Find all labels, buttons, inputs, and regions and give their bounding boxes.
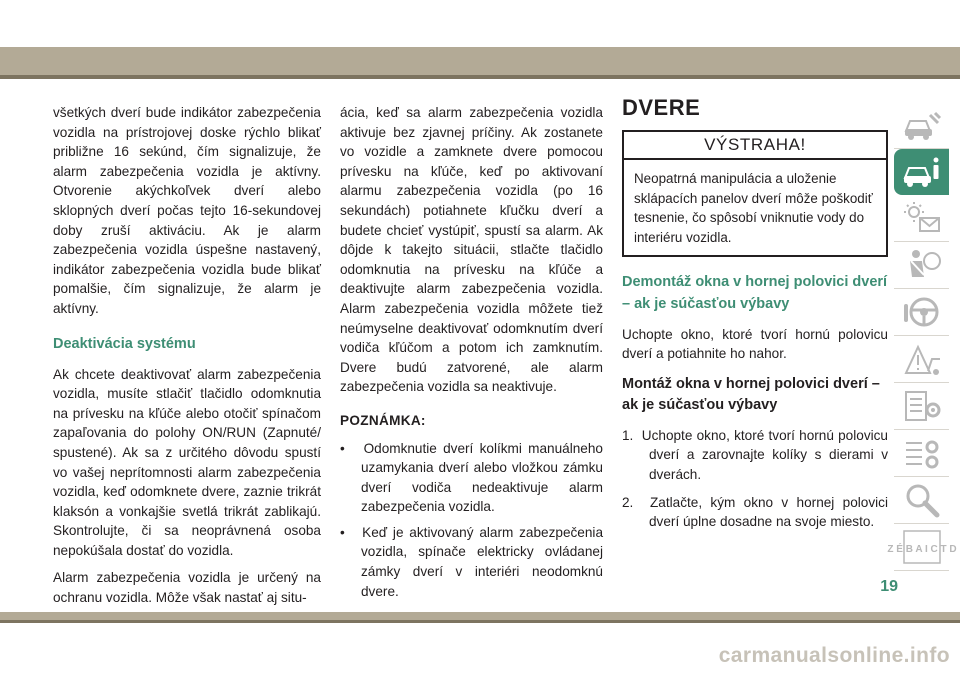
list-item bbox=[340, 439, 603, 517]
header-band bbox=[0, 47, 960, 75]
header-rule bbox=[0, 75, 960, 79]
watermark: carmanualsonline.info bbox=[718, 644, 950, 667]
alphabet-index-icon bbox=[886, 529, 957, 565]
tab-car-wrench[interactable] bbox=[894, 102, 949, 149]
page-number: 19 bbox=[880, 578, 898, 595]
column-left bbox=[53, 103, 321, 616]
section-title: DVERE bbox=[622, 95, 701, 120]
index-letters: Z É B A I C T D bbox=[886, 544, 957, 555]
steps-list bbox=[622, 426, 888, 532]
list-item-text: Keď je aktivovaný alarm zabezpečenia vozidla, spínače elektricky ovládanej zámky dverí v interiéri neodomknú dvere. bbox=[361, 524, 603, 599]
step-text: Zatlačte, kým okno v hornej polovici dverí úplne dosadne na svoje miesto. bbox=[649, 494, 888, 530]
column-right bbox=[622, 95, 888, 540]
step-text: Uchopte okno, ktoré tvorí hornú polovicu dverí a zarovnajte kolíky s dierami v dverách. bbox=[641, 427, 888, 482]
tab-car-info[interactable] bbox=[894, 149, 949, 195]
car-wrench-icon bbox=[902, 107, 942, 143]
list-item bbox=[622, 493, 888, 532]
airbag-seatbelt-icon bbox=[902, 247, 942, 283]
tab-roadside[interactable] bbox=[894, 336, 949, 383]
column-middle bbox=[340, 103, 603, 607]
maintenance-checklist-icon bbox=[902, 388, 942, 424]
tab-warning-lights[interactable] bbox=[894, 195, 949, 242]
list-item bbox=[622, 426, 888, 485]
tab-search[interactable] bbox=[894, 477, 949, 524]
subheading-deactivation: Deaktivácia systému bbox=[53, 335, 196, 352]
list-item bbox=[340, 523, 603, 601]
chapter-tabs bbox=[886, 102, 957, 571]
note-list bbox=[340, 439, 603, 602]
roadside-warning-icon bbox=[902, 341, 942, 377]
paragraph: Ak chcete deaktivovať alarm zabezpečenia vozidla, musíte stlačiť tlačidlo odomknutia na prívesku na kľúče alebo otočiť spínačom zapaľovania do polohy ON/RUN (Zapnuté/ spustené). Ak sa z určitého dôvodu spustí vo vašej neprítomnosti alarm zabezpečenia vozidla, keď odomknete dvere, zaznie trikrát klaksón a vonkajšie svetlá trikrát zablikajú. Skontrolujte, či sa neoprávnená osoba nepokúšala dostať do vozidla. bbox=[53, 366, 321, 558]
subheading-removal: Demontáž okna v hornej polovici dverí – ak je súčasťou výbavy bbox=[622, 273, 888, 312]
warning-title: VÝSTRAHA! bbox=[624, 132, 886, 161]
tab-specifications[interactable] bbox=[894, 430, 949, 477]
paragraph: Alarm zabezpečenia vozidla je určený na ochranu vozidla. Môže však nastať aj situ- bbox=[53, 570, 321, 606]
note-title: POZNÁMKA: bbox=[340, 412, 426, 428]
tab-driving[interactable] bbox=[894, 289, 949, 336]
tab-index[interactable] bbox=[886, 524, 957, 571]
tab-safety[interactable] bbox=[894, 242, 949, 289]
warning-text: Neopatrná manipulácia a uloženie sklápacích panelov dverí môže poškodiť tesnenie, čo spôsobí vniknutie vody do interiéru vozidla. bbox=[634, 171, 873, 245]
tab-maintenance[interactable] bbox=[894, 383, 949, 430]
warning-light-message-icon bbox=[902, 200, 942, 236]
step-number: 1. bbox=[622, 427, 634, 443]
steering-wheel-icon bbox=[902, 294, 942, 330]
step-number: 2. bbox=[622, 494, 634, 510]
paragraph: ácia, keď sa alarm zabezpečenia vozidla aktivuje bez zjavnej príčiny. Ak zostanete vo vozidle a zamknete dvere pomocou prívesku na kľúče, keď po aktivovaní alarmu zabezpečenia vozidla (po 16 sekundách) potiahnete kľučku dverí a budete chcieť vystúpiť, spustí sa alarm. Ak dôjde k takejto situácii, stlačte tlačidlo odomknutia na prívesku na kľúče a deaktivujte alarm zabezpečenia vozidla. Alarm zabezpečenia vozidla môžete tiež neúmyselne deaktivovať odomknutím dverí vodiča kľúčom a potom ich zamknutím. Dvere budú zatvorené, ale alarm zabezpečenia vozidla sa neaktivuje. bbox=[340, 105, 603, 395]
magnifier-icon bbox=[902, 482, 942, 518]
warning-box bbox=[622, 130, 888, 257]
car-info-icon bbox=[902, 154, 942, 190]
footer-band bbox=[0, 612, 960, 620]
footer-rule bbox=[0, 620, 960, 623]
paragraph: všetkých dverí bude indikátor zabezpečenia vozidla na prístrojovej doske rýchlo blikať približne 16 sekúnd, čím signalizuje, že alarm zabezpečenia vozidla je aktívny. Otvorenie akýchkoľvek dverí alebo sklopných dverí počas tejto 16-sekundovej doby zruší aktiváciu. Ak je alarm zabezpečenia vozidla úspešne nastavený, indikátor zabezpečenia vozidla bude blikať pomalšie, čím signalizuje, že alarm je aktívny. bbox=[53, 105, 321, 316]
heading-installation: Montáž okna v hornej polovici dverí – ak je súčasťou výbavy bbox=[622, 375, 880, 413]
settings-list-icon bbox=[902, 435, 942, 471]
top-margin bbox=[0, 0, 960, 47]
bullet-mark: • bbox=[340, 440, 345, 456]
paragraph: Uchopte okno, ktoré tvorí hornú polovicu dverí a potiahnite ho nahor. bbox=[622, 326, 888, 362]
bullet-mark: • bbox=[340, 524, 345, 540]
list-item-text: Odomknutie dverí kolíkmi manuálneho uzamykania dverí alebo vložkou zámku dverí vodiča nedeaktivuje alarm zabezpečenia vozidla. bbox=[361, 440, 603, 515]
